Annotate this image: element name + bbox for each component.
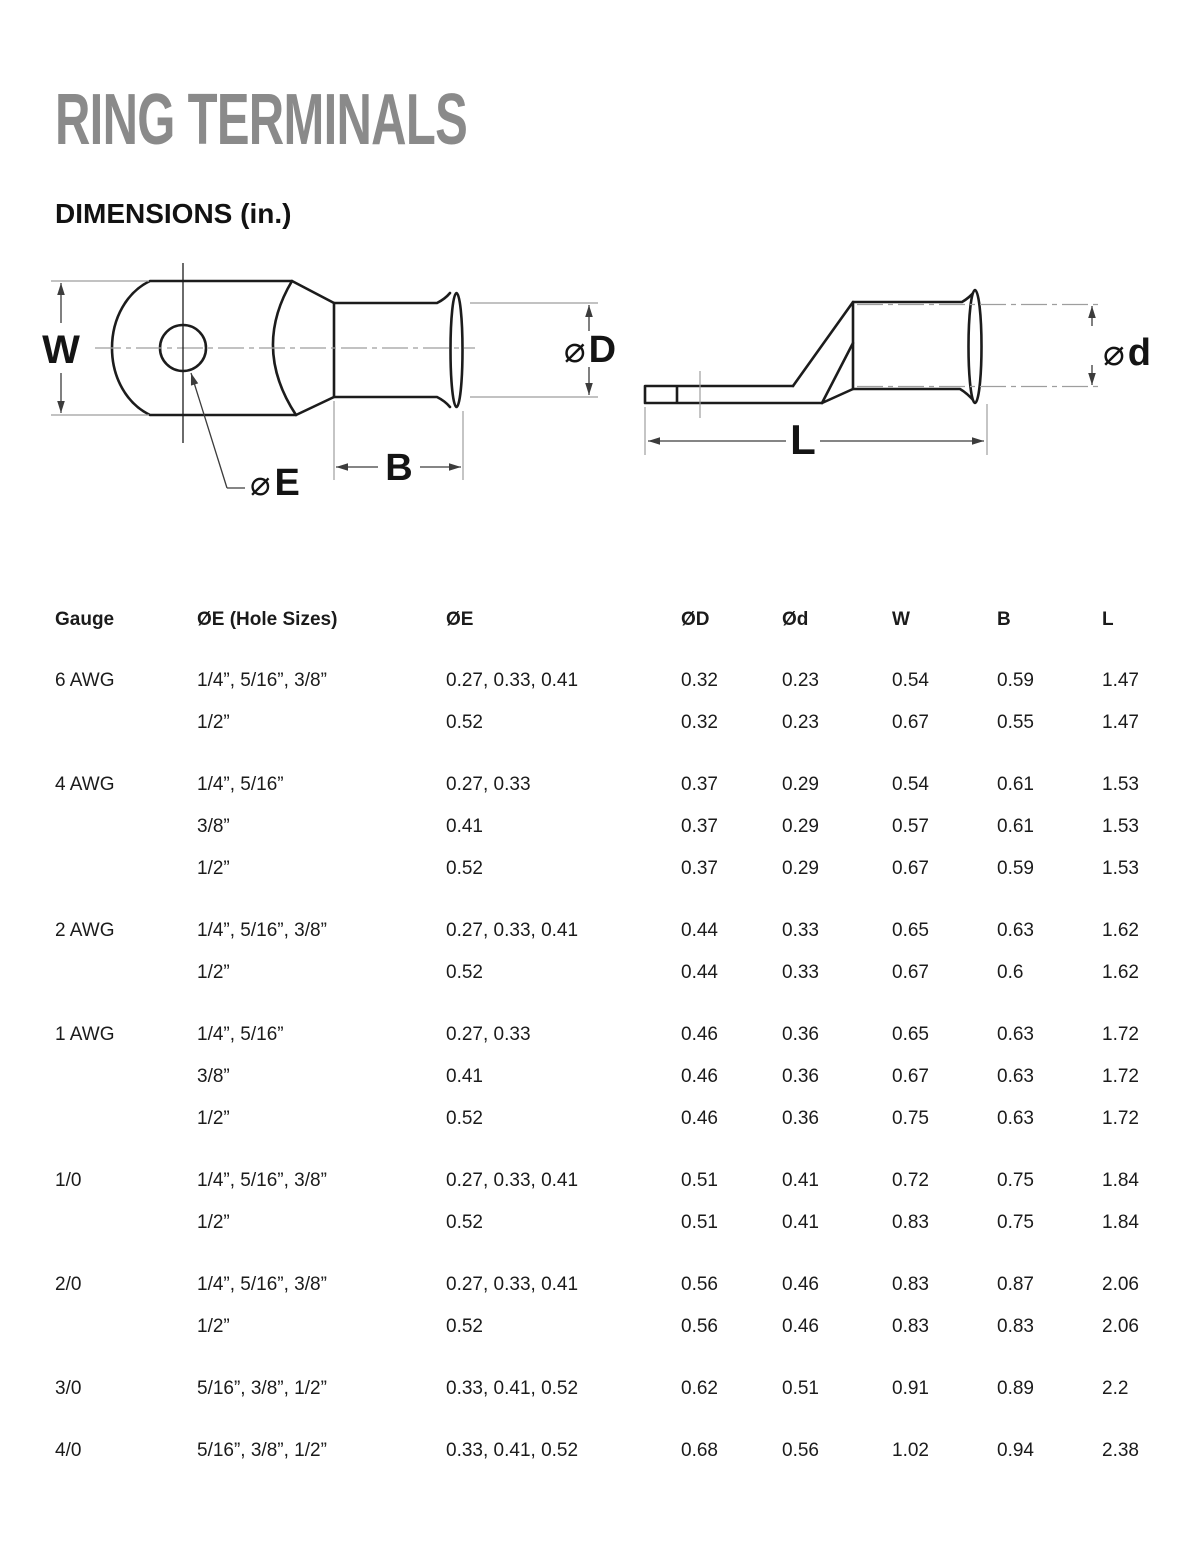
column-header-l: L [1102,609,1114,630]
w-cell: 0.67 [892,712,929,733]
oe-cell: 0.33, 0.41, 0.52 [446,1378,579,1399]
table-row [0,1160,1200,1202]
l-cell: 1.84 [1102,1170,1139,1191]
table-row [0,848,1200,890]
dimension-outer-diameter [470,303,616,397]
od-small-cell: 0.36 [782,1024,819,1045]
od-small-cell: 0.51 [782,1378,819,1399]
oe-cell: 0.52 [446,712,483,733]
diameter-symbol: ⌀ [1103,333,1125,374]
l-cell: 1.72 [1102,1024,1139,1045]
gauge-group-2awg [0,910,1200,994]
oe-cell: 0.52 [446,1316,483,1337]
gauge-cell: 2 AWG [55,920,115,941]
dimension-b [334,401,463,489]
gauge-group-1awg [0,1014,1200,1140]
w-cell: 0.67 [892,858,929,879]
l-cell: 1.62 [1102,962,1139,983]
w-cell: 0.54 [892,670,929,691]
od-cell: 0.46 [681,1024,718,1045]
table-row [0,910,1200,952]
od-small-cell: 0.46 [782,1274,819,1295]
od-cell: 0.56 [681,1274,718,1295]
holes-cell: 1/4”, 5/16”, 3/8” [197,920,327,941]
gauge-cell [55,848,197,890]
table-row [0,1306,1200,1348]
l-cell: 1.84 [1102,1212,1139,1233]
barrel-outline [334,293,450,407]
dim-letter-d: d [1127,332,1151,374]
table-row [0,1368,1200,1410]
gauge-group-4-0 [0,1430,1200,1472]
oe-cell: 0.27, 0.33, 0.41 [446,1274,579,1295]
table-row [0,1264,1200,1306]
barrel-side-outline [853,291,975,402]
table-header-row [0,610,1200,630]
dim-letter-E: E [274,462,300,504]
b-cell: 0.75 [997,1212,1034,1233]
od-small-cell: 0.46 [782,1316,819,1337]
holes-cell: 1/2” [197,962,230,983]
column-header-gauge: Gauge [55,609,115,630]
od-cell: 0.32 [681,670,718,691]
od-small-cell: 0.36 [782,1108,819,1129]
w-cell: 0.91 [892,1378,929,1399]
b-cell: 0.63 [997,1024,1034,1045]
table-row [0,952,1200,994]
od-cell: 0.51 [681,1170,718,1191]
oe-cell: 0.27, 0.33 [446,774,531,795]
table-row [0,1098,1200,1140]
neck-transition-lines [793,302,853,403]
od-cell: 0.37 [681,858,718,879]
gauge-cell [55,702,197,744]
oe-cell: 0.27, 0.33 [446,1024,531,1045]
b-cell: 0.87 [997,1274,1034,1295]
dim-letter-D: D [588,329,617,371]
b-cell: 0.61 [997,774,1034,795]
od-cell: 0.62 [681,1378,718,1399]
oe-cell: 0.52 [446,1108,483,1129]
od-cell: 0.37 [681,774,718,795]
l-cell: 1.47 [1102,670,1139,691]
l-cell: 2.06 [1102,1316,1139,1337]
od-cell: 0.44 [681,920,718,941]
table-row [0,1430,1200,1472]
column-header-w: W [892,609,910,630]
column-header-oe: ØE [446,609,474,630]
b-cell: 0.63 [997,1108,1034,1129]
oe-cell: 0.41 [446,816,483,837]
table-row [0,702,1200,744]
od-small-cell: 0.29 [782,858,819,879]
gauge-cell [55,1056,197,1098]
tongue-outline [645,386,822,403]
gauge-group-6awg [0,660,1200,744]
b-cell: 0.59 [997,670,1034,691]
table-row [0,660,1200,702]
table-row [0,1014,1200,1056]
dimensions-table [0,610,1200,1492]
b-cell: 0.94 [997,1440,1034,1461]
column-header-hole-sizes: ØE (Hole Sizes) [197,609,338,630]
table-row [0,1202,1200,1244]
dimension-l [645,404,987,463]
od-small-cell: 0.29 [782,816,819,837]
od-cell: 0.46 [681,1066,718,1087]
holes-cell: 3/8” [197,1066,230,1087]
od-cell: 0.51 [681,1212,718,1233]
gauge-cell: 4/0 [55,1440,82,1461]
gauge-cell: 6 AWG [55,670,115,691]
holes-cell: 1/4”, 5/16” [197,1024,284,1045]
oe-cell: 0.27, 0.33, 0.41 [446,1170,579,1191]
table-row [0,1056,1200,1098]
column-header-od: ØD [681,609,710,630]
l-cell: 1.72 [1102,1066,1139,1087]
holes-cell: 5/16”, 3/8”, 1/2” [197,1378,327,1399]
b-cell: 0.55 [997,712,1034,733]
dim-label-outer-diameter [564,329,616,371]
gauge-cell: 2/0 [55,1274,82,1295]
od-small-cell: 0.33 [782,962,819,983]
holes-cell: 1/2” [197,858,230,879]
gauge-group-1-0 [0,1160,1200,1244]
od-cell: 0.46 [681,1108,718,1129]
w-cell: 0.83 [892,1212,929,1233]
b-cell: 0.6 [997,962,1024,983]
l-cell: 1.47 [1102,712,1139,733]
gauge-cell [55,952,197,994]
b-cell: 0.63 [997,1066,1034,1087]
w-cell: 0.65 [892,920,929,941]
gauge-group-4awg [0,764,1200,890]
column-header-b: B [997,609,1011,630]
w-cell: 0.72 [892,1170,929,1191]
od-cell: 0.56 [681,1316,718,1337]
oe-cell: 0.52 [446,962,483,983]
gauge-cell: 1 AWG [55,1024,115,1045]
od-small-cell: 0.23 [782,670,819,691]
od-cell: 0.32 [681,712,718,733]
dim-label-hole-diameter [250,462,300,504]
gauge-group-2-0 [0,1264,1200,1348]
gauge-cell [55,806,197,848]
w-cell: 0.67 [892,1066,929,1087]
barrel-flared-rim [451,293,463,407]
l-cell: 2.38 [1102,1440,1139,1461]
od-small-cell: 0.23 [782,712,819,733]
l-cell: 1.62 [1102,920,1139,941]
b-cell: 0.63 [997,920,1034,941]
oe-cell: 0.52 [446,1212,483,1233]
od-small-cell: 0.36 [782,1066,819,1087]
dimensions-heading: DIMENSIONS (in.) [55,198,292,229]
od-cell: 0.68 [681,1440,718,1461]
holes-cell: 1/2” [197,1316,230,1337]
gauge-cell [55,1202,197,1244]
od-small-cell: 0.41 [782,1212,819,1233]
b-cell: 0.61 [997,816,1034,837]
w-cell: 0.54 [892,774,929,795]
ring-terminal-side-view-drawing [645,290,1151,463]
w-cell: 0.57 [892,816,929,837]
b-cell: 0.59 [997,858,1034,879]
oe-cell: 0.33, 0.41, 0.52 [446,1440,579,1461]
dim-label-w: W [42,328,80,372]
dim-label-b: B [385,447,413,489]
diameter-symbol: ⌀ [250,464,271,504]
w-cell: 0.75 [892,1108,929,1129]
l-cell: 1.53 [1102,816,1139,837]
holes-cell: 5/16”, 3/8”, 1/2” [197,1440,327,1461]
technical-drawings [0,245,1200,515]
l-cell: 1.72 [1102,1108,1139,1129]
holes-cell: 1/4”, 5/16”, 3/8” [197,1170,327,1191]
od-small-cell: 0.41 [782,1170,819,1191]
holes-cell: 1/2” [197,712,230,733]
w-cell: 0.65 [892,1024,929,1045]
holes-cell: 1/4”, 5/16” [197,774,284,795]
holes-cell: 1/4”, 5/16”, 3/8” [197,1274,327,1295]
gauge-cell: 3/0 [55,1378,82,1399]
od-cell: 0.44 [681,962,718,983]
oe-cell: 0.27, 0.33, 0.41 [446,670,579,691]
holes-cell: 3/8” [197,816,230,837]
column-header-od-small: Ød [782,609,809,630]
gauge-group-3-0 [0,1368,1200,1410]
od-small-cell: 0.33 [782,920,819,941]
dim-label-inner-diameter [1103,332,1151,374]
od-small-cell: 0.56 [782,1440,819,1461]
oe-cell: 0.27, 0.33, 0.41 [446,920,579,941]
gauge-cell: 4 AWG [55,774,115,795]
page-title: RING TERMINALS [55,80,468,160]
dimension-inner-diameter [1092,306,1151,385]
oe-cell: 0.41 [446,1066,483,1087]
b-cell: 0.83 [997,1316,1034,1337]
holes-cell: 1/2” [197,1212,230,1233]
gauge-cell [55,1098,197,1140]
table-row [0,764,1200,806]
b-cell: 0.89 [997,1378,1034,1399]
w-cell: 1.02 [892,1440,929,1461]
holes-cell: 1/2” [197,1108,230,1129]
l-cell: 2.2 [1102,1378,1129,1399]
oe-cell: 0.52 [446,858,483,879]
gauge-cell [55,1306,197,1348]
l-cell: 2.06 [1102,1274,1139,1295]
w-cell: 0.67 [892,962,929,983]
l-cell: 1.53 [1102,774,1139,795]
ring-terminal-top-view-drawing [42,263,616,504]
od-small-cell: 0.29 [782,774,819,795]
holes-cell: 1/4”, 5/16”, 3/8” [197,670,327,691]
w-cell: 0.83 [892,1316,929,1337]
table-row [0,806,1200,848]
w-cell: 0.83 [892,1274,929,1295]
gauge-cell: 1/0 [55,1170,82,1191]
diameter-symbol: ⌀ [563,330,586,371]
b-cell: 0.75 [997,1170,1034,1191]
dim-label-l: L [790,416,816,463]
l-cell: 1.53 [1102,858,1139,879]
od-cell: 0.37 [681,816,718,837]
